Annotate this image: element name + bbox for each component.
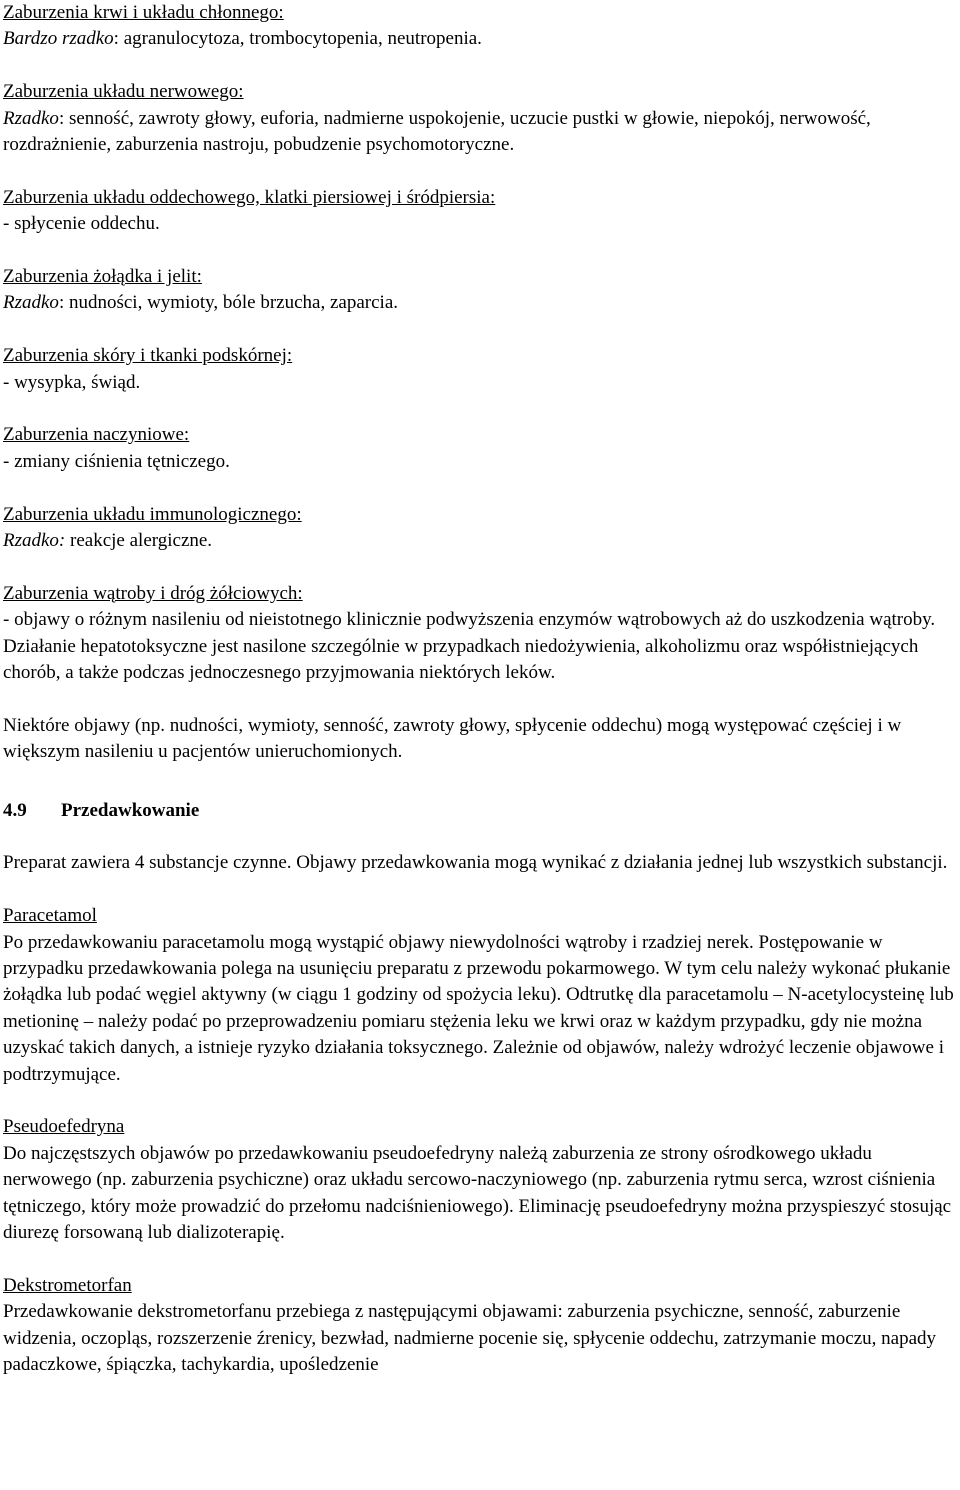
blood-frequency: Bardzo rzadko — [3, 28, 114, 50]
skin-heading: Zaburzenia skóry i tkanki podskórnej: — [3, 345, 293, 367]
paracetamol-text: Po przedawkowaniu paracetamolu mogą wystąpić objawy niewydolności wątroby i rzadziej nerek. Postępowanie w przypadku przedawkowania polega na usunięciu preparatu z przewodu pokarmowego. W tym celu należy wykonać płukanie żołądka lub podać węgiel aktywny (w ciągu 1 godziny od spożycia leku). Odtrutkę dla paracetamolu – N-acetylocysteinę lub metioninę – należy podać po przeprowadzeniu pomiaru stężenia leku we krwi oraz w każdym przypadku, gdy nie można uzyskać takich danych, a istnieje ryzyko działania toksycznego. Zależnie od objawów, należy wdrożyć leczenie objawowe i podtrzymujące. — [3, 931, 954, 1085]
skin-text: - wysypka, świąd. — [3, 371, 141, 393]
nervous-text — [3, 106, 957, 159]
immune-frequency: Rzadko: — [3, 530, 66, 552]
pseudoephedrine-heading: Pseudoefedryna — [3, 1116, 125, 1138]
nervous-heading: Zaburzenia układu nerwowego: — [3, 81, 244, 103]
section-heading — [3, 798, 957, 824]
immune-text — [3, 528, 957, 554]
overdose-intro: Preparat zawiera 4 substancje czynne. Objawy przedawkowania mogą wynikać z działania jednej lub wszystkich substancji. — [3, 852, 948, 874]
vascular-text: - zmiany ciśnienia tętniczego. — [3, 450, 230, 472]
immune-effects: reakcje alergiczne. — [65, 530, 213, 552]
section-title: Przedawkowanie — [61, 800, 200, 822]
vascular-heading: Zaburzenia naczyniowe: — [3, 424, 190, 446]
gastro-effects: : nudności, wymioty, bóle brzucha, zaparcia. — [58, 292, 399, 314]
nervous-frequency: Rzadko — [3, 107, 59, 129]
paracetamol-heading: Paracetamol — [3, 905, 97, 927]
blood-effects: : agranulocytoza, trombocytopenia, neutropenia. — [113, 28, 482, 50]
gastro-heading: Zaburzenia żołądka i jelit: — [3, 266, 202, 288]
immune-heading: Zaburzenia układu immunologicznego: — [3, 503, 302, 525]
nervous-effects: : senność, zawroty głowy, euforia, nadmierne uspokojenie, uczucie pustki w głowie, niepokój, nerwowość, rozdrażnienie, zaburzenia nastroju, pobudzenie psychomotoryczne. — [3, 107, 871, 156]
respiratory-heading: Zaburzenia układu oddechowego, klatki piersiowej i śródpiersia: — [3, 186, 496, 208]
gastro-text — [3, 290, 957, 316]
gastro-frequency: Rzadko — [3, 292, 59, 314]
liver-text: - objawy o różnym nasileniu od nieistotnego klinicznie podwyższenia enzymów wątrobowych aż do uszkodzenia wątroby. Działanie hepatotoksyczne jest nasilone szczególnie w przypadkach niedożywienia, alkoholizmu oraz współistniejących chorób, a także podczas jednoczesnego przyjmowania niektórych leków. — [3, 609, 936, 684]
blood-heading: Zaburzenia krwi i układu chłonnego: — [3, 2, 284, 23]
liver-heading: Zaburzenia wątroby i dróg żółciowych: — [3, 582, 303, 604]
section-number: 4.9 — [3, 800, 27, 822]
pseudoephedrine-text: Do najczęstszych objawów po przedawkowaniu pseudoefedryny należą zaburzenia ze strony ośrodkowego układu nerwowego (np. zaburzenia psychiczne) oraz układu sercowo-naczyniowego (np. zaburzenia rytmu serca, wzrost ciśnienia tętniczego, który może prowadzić do przełomu nadciśnieniowego). Eliminację pseudoefedryny można przyspieszyć stosując diurezę forsowaną lub dializoterapię. — [3, 1142, 952, 1244]
respiratory-text: - spłycenie oddechu. — [3, 213, 160, 235]
blood-text — [3, 26, 957, 52]
dextromethorphan-heading: Dekstrometorfan — [3, 1274, 132, 1296]
some-symptoms-paragraph: Niektóre objawy (np. nudności, wymioty, senność, zawroty głowy, spłycenie oddechu) mogą występować częściej i w większym nasileniu u pacjentów unieruchomionych. — [3, 714, 902, 763]
dextromethorphan-text: Przedawkowanie dekstrometorfanu przebiega z następującymi objawami: zaburzenia psychiczne, senność, zaburzenie widzenia, oczopląs, rozszerzenie źrenicy, bezwład, nadmierne pocenie się, spłycenie oddechu, zatrzymanie moczu, napady padaczkowe, śpiączka, tachykardia, upośledzenie — [3, 1301, 937, 1376]
